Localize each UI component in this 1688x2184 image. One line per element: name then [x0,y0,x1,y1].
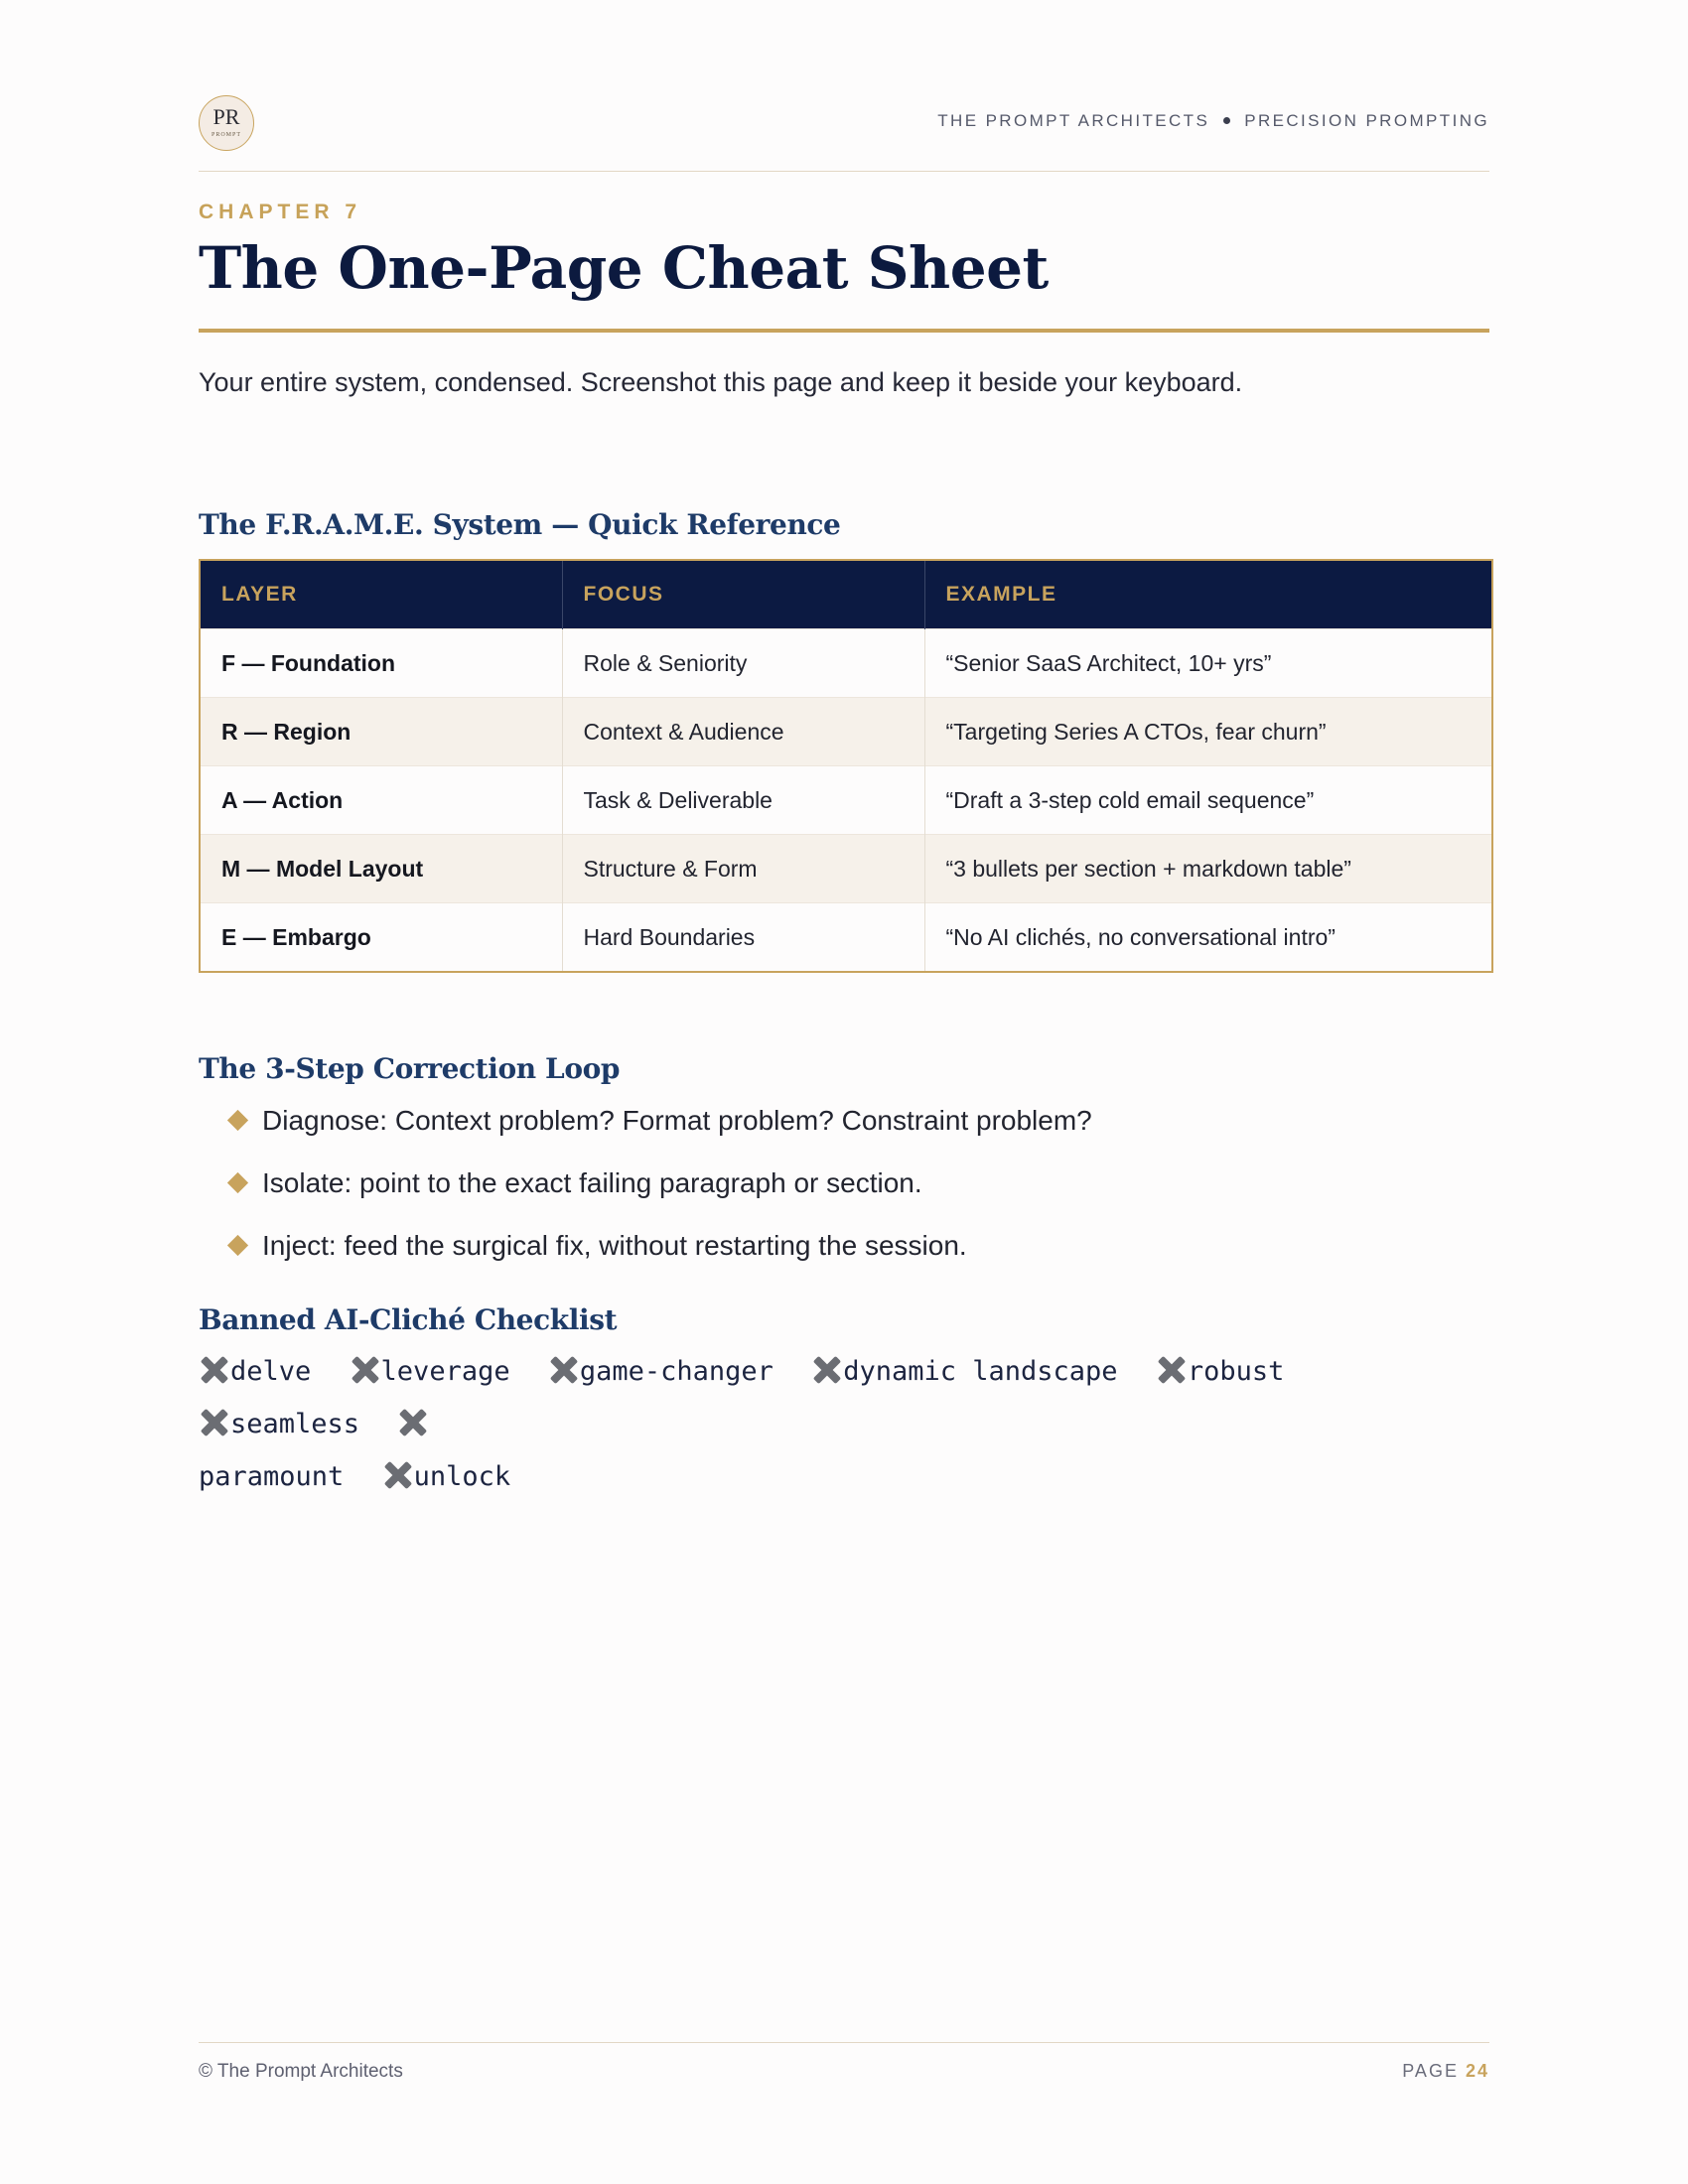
banned-word-chip [199,1450,344,1503]
correction-loop-list [199,1096,1092,1284]
footer-copyright: © The Prompt Architects [199,2061,403,2082]
header-brand: THE PROMPT ARCHITECTS [937,111,1210,130]
focus-cell: Context & Audience [562,698,924,766]
intro-text: Your entire system, condensed. Screenshot this page and keep it beside your keyboard. [199,367,1243,397]
table-header-row [200,560,1492,629]
banned-section-heading: Banned AI-Cliché Checklist [199,1303,618,1336]
list-item [199,1221,1092,1284]
banned-word-chip [199,1398,359,1450]
focus-cell: Task & Deliverable [562,766,924,835]
banned-word: dynamic landscape [843,1356,1118,1387]
table-row [200,835,1492,903]
banned-word-chip [382,1450,511,1503]
focus-cell: Structure & Form [562,835,924,903]
layer-cell: M — Model Layout [200,835,562,903]
cross-mark-icon [1156,1355,1186,1385]
table-row [200,629,1492,698]
banned-word-list [199,1345,1499,1503]
document-page [199,0,1489,2184]
loop-step-text: Diagnose: Context problem? Format problem? Constraint problem? [262,1105,1092,1136]
loop-step-text: Inject: feed the surgical fix, without restarting the session. [262,1230,967,1261]
cross-mark-icon [811,1355,841,1385]
layer-cell: F — Foundation [200,629,562,698]
frame-section-heading: The F.R.A.M.E. System — Quick Reference [199,508,841,541]
layer-cell: R — Region [200,698,562,766]
page-number-value: 24 [1465,2061,1489,2081]
page-header [199,95,1489,155]
cross-mark-icon [350,1355,379,1385]
chapter-label: CHAPTER 7 [199,201,362,223]
cross-mark-icon [548,1355,578,1385]
logo-subtext: PROMPT [211,132,241,138]
brand-logo [199,95,254,151]
footer-divider [199,2042,1489,2043]
list-item [199,1159,1092,1221]
banned-word: game-changer [579,1356,774,1387]
example-cell: “Senior SaaS Architect, 10+ yrs” [924,629,1492,698]
title-divider [199,329,1489,333]
banned-word: unlock [413,1461,511,1492]
banned-word-chip [548,1345,774,1398]
column-header-focus: FOCUS [562,560,924,629]
list-item [199,1096,1092,1159]
banned-word: paramount [199,1461,345,1492]
bullet-dot-icon [1223,117,1230,124]
column-header-layer: LAYER [200,560,562,629]
column-header-example: EXAMPLE [924,560,1492,629]
loop-section-heading: The 3-Step Correction Loop [199,1052,621,1085]
loop-step-text: Isolate: point to the exact failing paragraph or section. [262,1167,922,1198]
cross-mark-icon [397,1408,427,1437]
page-label: PAGE [1402,2061,1459,2081]
banned-word-chip [1156,1345,1285,1398]
diamond-bullet-icon [227,1235,248,1256]
banned-word-chip [811,1345,1117,1398]
banned-word: seamless [230,1409,360,1439]
header-running-title [937,111,1489,131]
banned-word: robust [1187,1356,1285,1387]
diamond-bullet-icon [227,1172,248,1193]
example-cell: “Draft a 3-step cold email sequence” [924,766,1492,835]
cross-mark-icon [199,1408,228,1437]
diamond-bullet-icon [227,1110,248,1131]
banned-word: delve [230,1356,312,1387]
header-tagline: PRECISION PROMPTING [1244,111,1489,130]
banned-word-chip [350,1345,510,1398]
example-cell: “No AI clichés, no conversational intro” [924,903,1492,973]
layer-cell: E — Embargo [200,903,562,973]
banned-word-chip [199,1345,311,1398]
page-title: The One-Page Cheat Sheet [199,234,1049,302]
example-cell: “3 bullets per section + markdown table” [924,835,1492,903]
table-row [200,766,1492,835]
focus-cell: Role & Seniority [562,629,924,698]
logo-monogram: PR [212,104,240,129]
layer-cell: A — Action [200,766,562,835]
cross-mark-icon [199,1355,228,1385]
frame-reference-table [199,559,1493,973]
cross-mark-icon [382,1460,412,1490]
page-number [1402,2061,1489,2082]
banned-word: leverage [380,1356,510,1387]
example-cell: “Targeting Series A CTOs, fear churn” [924,698,1492,766]
focus-cell: Hard Boundaries [562,903,924,973]
header-divider [199,171,1489,172]
table-row [200,698,1492,766]
table-row [200,903,1492,973]
